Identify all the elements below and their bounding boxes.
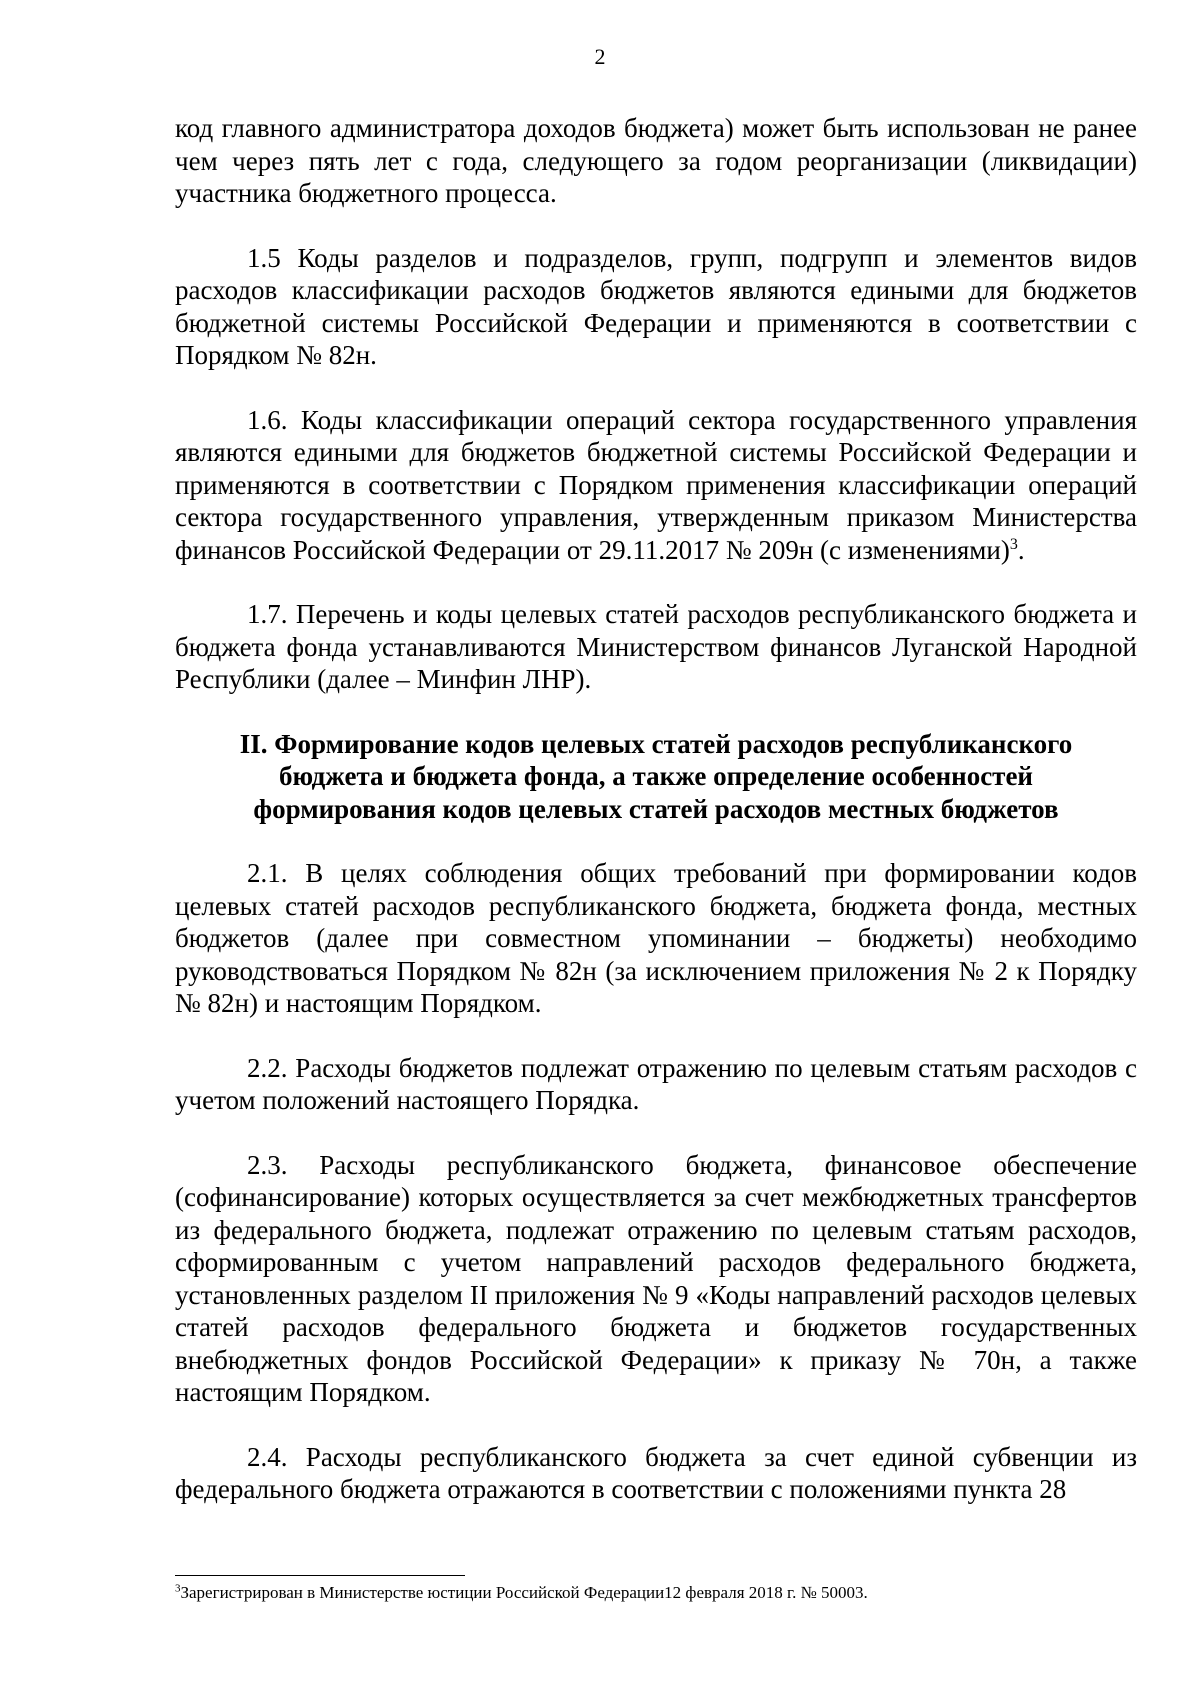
paragraph-1-6: [175, 404, 1137, 567]
document-body: [175, 112, 1137, 1538]
paragraph-2-1: 2.1. В целях соблюдения общих требований при формировании кодов целевых статей расходов республиканского бюджета, бюджета фонда, местных бюджетов (далее при совместном упоминании – бюджеты) необходимо руководствоваться Порядком № 82н (за исключением приложения № 2 к Порядку № 82н) и настоящим Порядком.: [175, 858, 1137, 1018]
section-heading: II. Формирование кодов целевых статей расходов республиканского бюджета и бюджета фонда, а также определение особенностей формирования кодов целевых статей расходов местных бюджетов: [239, 728, 1073, 824]
footnote-mark: 3: [175, 1582, 181, 1595]
paragraph-1-6-text: 1.6. Коды классификации операций сектора государственного управления являются едиными для бюджетов бюджетной системы Российской Федерации и применяются в соответствии с Порядком применения классификации операций сектора государственного управления, утвержденным приказом Министерства финансов Российской Федерации от 29.11.2017 № 209н (с изменениями): [175, 404, 1137, 565]
page-number: 2: [594, 44, 606, 69]
footnote-divider: [175, 1575, 465, 1576]
paragraph-2-4: 2.4. Расходы республиканского бюджета за счет единой субвенции из федерального бюджета отражаются в соответствии с положениями пункта 28: [175, 1441, 1137, 1504]
footnote-text: Зарегистрирован в Министерстве юстиции Российской Федерации12 февраля 2018 г. № 50003.: [180, 1583, 868, 1602]
paragraph-2-3: 2.3. Расходы республиканского бюджета, финансовое обеспечение (софинансирование) которых осуществляется за счет межбюджетных трансфертов из федерального бюджета, подлежат отражению по целевым статьям расходов, сформированным с учетом направлений расходов федерального бюджета, установленных разделом II приложения № 9 «Коды направлений расходов целевых статей расходов федерального бюджета и бюджетов государственных внебюджетных фондов Российской Федерации» к приказу № 70н, а также настоящим Порядком.: [175, 1149, 1137, 1407]
paragraph-continuation: код главного администратора доходов бюджета) может быть использован не ранее чем через пять лет с года, следующего за годом реорганизации (ликвидации) участника бюджетного процесса.: [175, 113, 1137, 208]
paragraph-1-7: 1.7. Перечень и коды целевых статей расходов республиканского бюджета и бюджета фонда устанавливаются Министерством финансов Луганской Народной Республики (далее – Минфин ЛНР).: [175, 599, 1137, 694]
footnote-reference: 3: [1009, 535, 1018, 553]
paragraph-1-5: 1.5 Коды разделов и подразделов, групп, подгрупп и элементов видов расходов классификации расходов бюджетов являются едиными для бюджетов бюджетной системы Российской Федерации и применяются в соответствии с Порядком № 82н.: [175, 242, 1137, 370]
footnote: [175, 1582, 1137, 1604]
paragraph-2-2: 2.2. Расходы бюджетов подлежат отражению по целевым статьям расходов с учетом положений настоящего Порядка.: [175, 1052, 1137, 1115]
paragraph-1-6-tail: .: [1017, 534, 1025, 565]
